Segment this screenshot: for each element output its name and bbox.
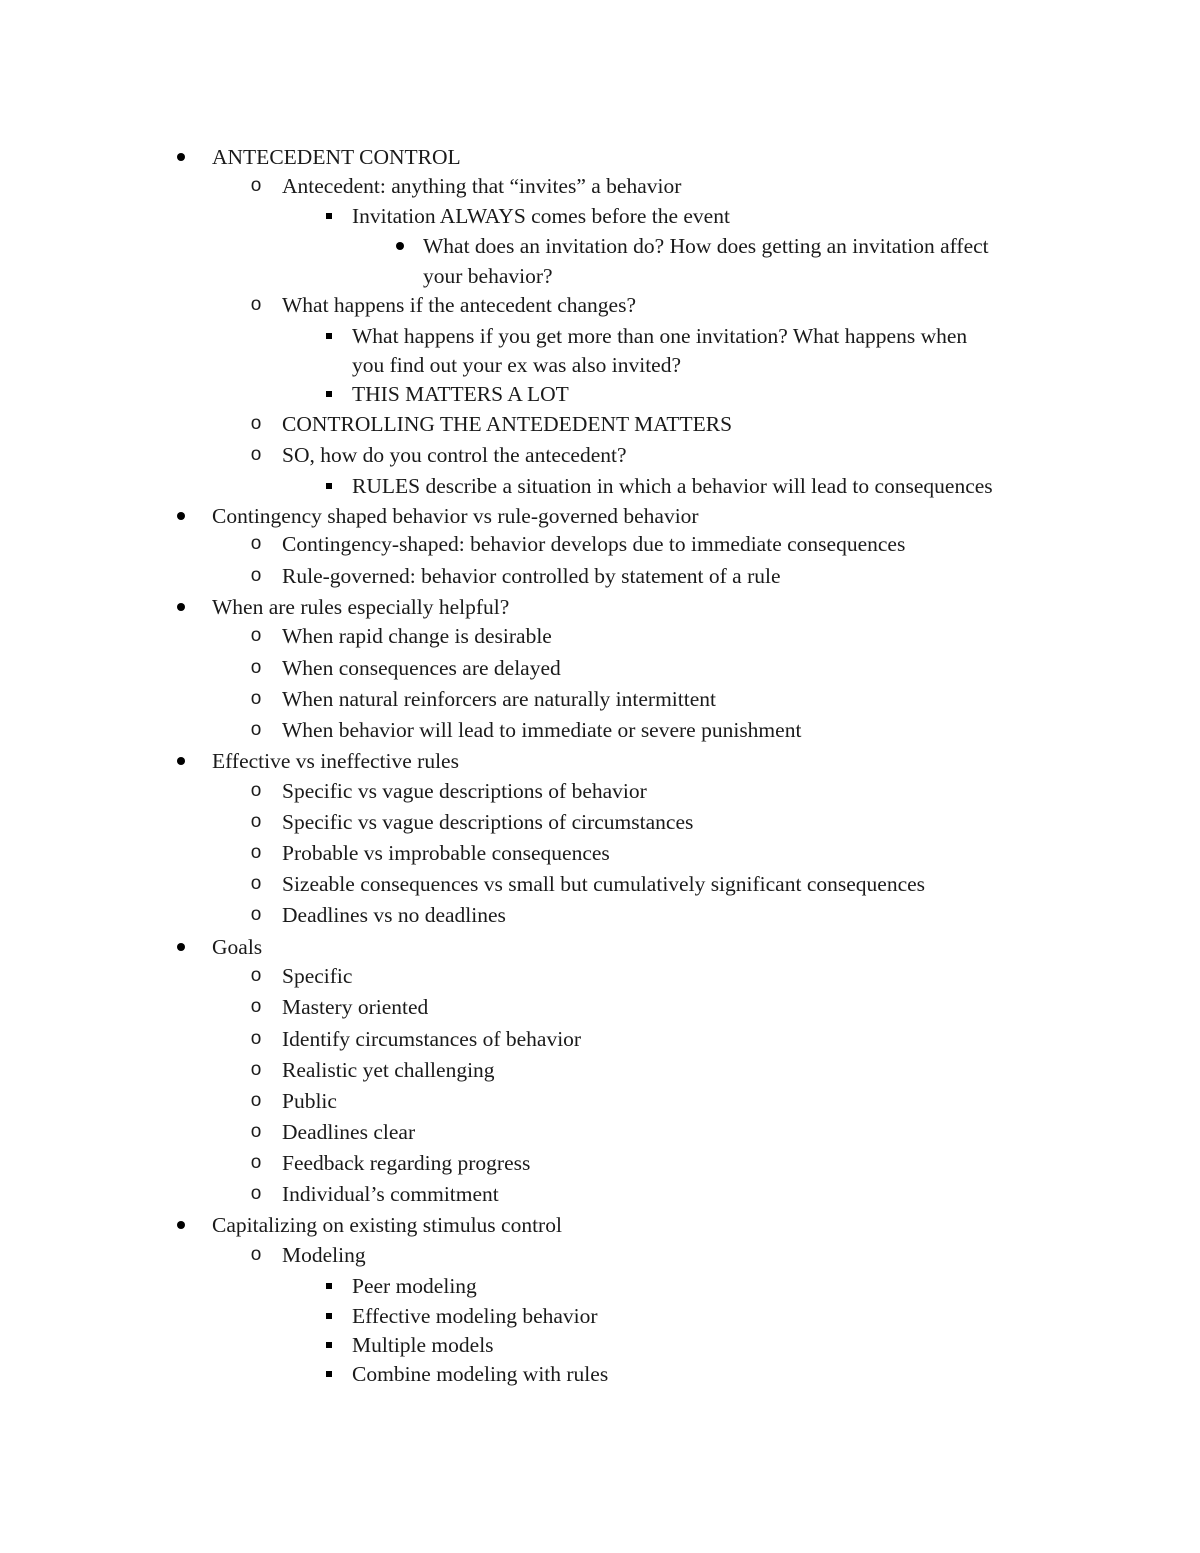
- outline-item: [282, 839, 610, 867]
- outline-item: [352, 1302, 598, 1330]
- outline-item-text: When natural reinforcers are naturally intermittent: [282, 687, 716, 711]
- outline-item: [282, 1149, 530, 1177]
- outline-item-text: Peer modeling: [352, 1274, 477, 1298]
- outline-item: [282, 654, 561, 682]
- outline-item: [352, 322, 967, 350]
- outline-item-text: Rule-governed: behavior controlled by statement of a rule: [282, 564, 781, 588]
- outline-item-text: What happens if you get more than one invitation? What happens when: [352, 324, 968, 348]
- outline-item-text: THIS MATTERS A LOT: [352, 382, 569, 406]
- outline-item-text: Realistic yet challenging: [282, 1058, 495, 1082]
- outline-item: [282, 172, 681, 200]
- outline-item: [282, 777, 647, 805]
- outline-item: [212, 933, 262, 961]
- outline-item: [352, 1331, 494, 1359]
- outline-item-text: Effective vs ineffective rules: [212, 749, 459, 773]
- outline-item-text: Antecedent: anything that “invites” a behavior: [282, 174, 682, 198]
- outline-item-text: What does an invitation do? How does getting an invitation affect: [423, 234, 989, 258]
- outline-item-text: Modeling: [282, 1243, 366, 1267]
- outline-item-text: When rapid change is desirable: [282, 624, 552, 648]
- outline-item-continuation: [423, 262, 553, 290]
- outline-item: [212, 143, 461, 171]
- outline-item-text: Deadlines clear: [282, 1120, 416, 1144]
- outline-item: [282, 685, 716, 713]
- outline-item-text: Specific: [282, 964, 353, 988]
- outline-item: [423, 232, 989, 260]
- outline-item: [282, 1180, 499, 1208]
- outline-item: [282, 1241, 366, 1269]
- outline-item-text: Invitation ALWAYS comes before the event: [352, 204, 730, 228]
- outline-item: [282, 993, 428, 1021]
- outline-item-text: Public: [282, 1089, 337, 1113]
- outline-item: [282, 562, 781, 590]
- outline-item: [282, 1025, 581, 1053]
- outline-item-text: What happens if the antecedent changes?: [282, 293, 636, 317]
- outline-item-text: Contingency-shaped: behavior develops due to immediate consequences: [282, 532, 906, 556]
- outline-item: [212, 1211, 562, 1239]
- outline-item-text: CONTROLLING THE ANTEDEDENT MATTERS: [282, 412, 733, 436]
- outline-item-text: SO, how do you control the antecedent?: [282, 443, 627, 467]
- outline-item-text: When are rules especially helpful?: [212, 595, 510, 619]
- outline-item-text: Capitalizing on existing stimulus control: [212, 1213, 562, 1237]
- outline-item: [282, 441, 627, 469]
- outline-item-text: Identify circumstances of behavior: [282, 1027, 582, 1051]
- outline-item: [352, 472, 993, 500]
- outline-item-text: ANTECEDENT CONTROL: [212, 145, 461, 169]
- outline-item-text: When consequences are delayed: [282, 656, 561, 680]
- outline-item: [282, 962, 352, 990]
- outline-item-text: Deadlines vs no deadlines: [282, 903, 506, 927]
- outline-item: [282, 622, 552, 650]
- outline-item: [352, 380, 569, 408]
- outline-item: [352, 202, 730, 230]
- outline-item: [282, 410, 732, 438]
- outline-item-text: Contingency shaped behavior vs rule-governed behavior: [212, 504, 699, 528]
- outline-item-text: Goals: [212, 935, 263, 959]
- outline-item-text: Feedback regarding progress: [282, 1151, 531, 1175]
- outline-item-text: your behavior?: [423, 264, 553, 288]
- outline-item-text: Specific vs vague descriptions of circumstances: [282, 810, 694, 834]
- outline-item-text: Individual’s commitment: [282, 1182, 499, 1206]
- outline-item: [282, 1087, 337, 1115]
- outline-item: [282, 1118, 415, 1146]
- outline-item-text: When behavior will lead to immediate or severe punishment: [282, 718, 802, 742]
- outline-item-text: Sizeable consequences vs small but cumulatively significant consequences: [282, 872, 926, 896]
- outline-item-text: RULES describe a situation in which a behavior will lead to consequences: [352, 474, 993, 498]
- outline-item: [352, 1272, 477, 1300]
- outline-item: [282, 530, 905, 558]
- outline-item: [282, 870, 925, 898]
- outline-item: [212, 747, 459, 775]
- outline-item-text: Specific vs vague descriptions of behavior: [282, 779, 647, 803]
- outline-item: [352, 1360, 608, 1388]
- outline-item: [282, 1056, 495, 1084]
- outline-item-text: Multiple models: [352, 1333, 494, 1357]
- outline-item: [282, 901, 506, 929]
- outline-item: [212, 593, 509, 621]
- outline-item-text: Mastery oriented: [282, 995, 429, 1019]
- outline-item: [282, 808, 693, 836]
- outline-item: [282, 716, 801, 744]
- outline-item-text: Probable vs improbable consequences: [282, 841, 610, 865]
- outline-item-text: Combine modeling with rules: [352, 1362, 609, 1386]
- outline-item-continuation: [352, 351, 681, 379]
- outline-item: [282, 291, 636, 319]
- outline-item: [212, 502, 699, 530]
- outline-item-text: Effective modeling behavior: [352, 1304, 598, 1328]
- outline-item-text: you find out your ex was also invited?: [352, 353, 682, 377]
